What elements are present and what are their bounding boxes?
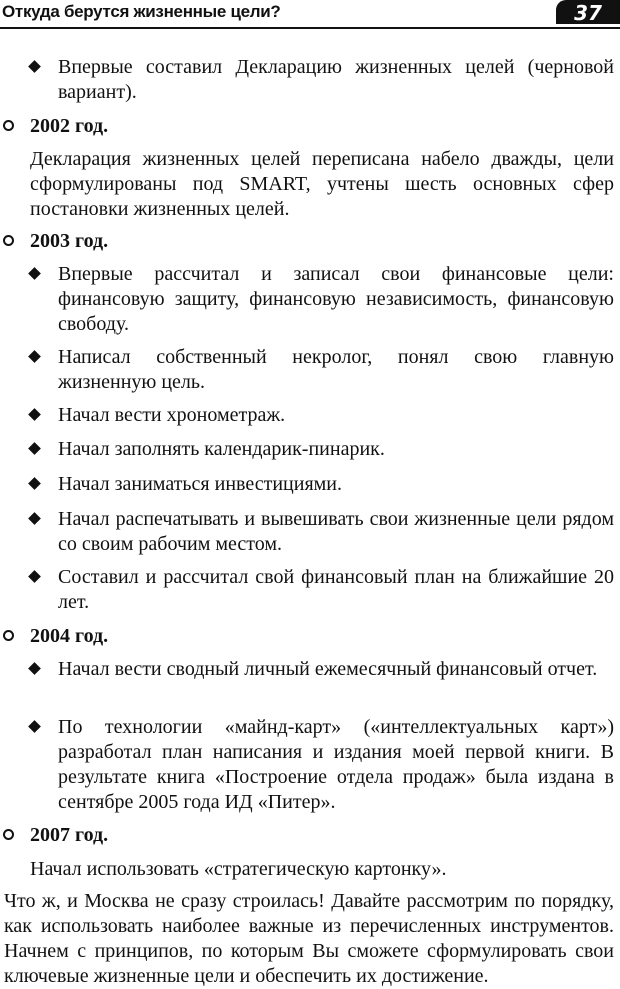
circle-bullet-icon	[3, 120, 14, 131]
bullet-text: Начал распечатывать и вывешивать свои жизненные цели рядом со своим рабочим местом.	[58, 508, 614, 555]
bullet-item	[58, 55, 614, 105]
year-text: 2003 год.	[30, 230, 109, 252]
year-text: 2004 год.	[30, 625, 109, 647]
bullet-item	[58, 345, 614, 395]
bullet-text: Начал вести хронометраж.	[58, 404, 286, 426]
diamond-bullet-icon	[28, 408, 41, 421]
diamond-bullet-icon	[28, 350, 41, 363]
diamond-bullet-icon	[28, 60, 41, 73]
paragraph-text: Декларация жизненных целей переписана набело дважды, цели сформулированы под SMART, учтены шесть основных сфер постановки жизненных целей.	[30, 148, 614, 220]
paragraph-text: Что ж, и Москва не сразу строилась! Давайте рассмотрим по порядку, как использовать наиболее важные из перечисленных инструментов. Начнем с принципов, по которым Вы сможете сформулировать свои ключевые жизненные цели и обеспечить их достижение.	[4, 890, 614, 987]
bullet-text: Написал собственный некролог, понял свою главную жизненную цель.	[58, 346, 614, 393]
bullet-item	[58, 715, 614, 815]
year-heading	[30, 229, 108, 254]
bullet-item	[58, 437, 614, 462]
paragraph	[30, 857, 614, 882]
year-heading	[30, 114, 108, 139]
running-title: Откуда берутся жизненные цели?	[2, 2, 281, 21]
diamond-bullet-icon	[28, 570, 41, 583]
year-text: 2007 год.	[30, 824, 109, 846]
bullet-text: Начал заполнять календарик-пинарик.	[58, 438, 385, 460]
paragraph	[30, 147, 614, 222]
diamond-bullet-icon	[28, 267, 41, 280]
bullet-text: Составил и рассчитал свой финансовый план на ближайшие 20 лет.	[58, 566, 614, 613]
bullet-item	[58, 472, 614, 497]
bullet-item	[58, 565, 614, 615]
bullet-text: Начал вести сводный личный ежемесячный финансовый отчет.	[58, 658, 598, 680]
page-header	[0, 0, 620, 30]
bullet-text: Впервые составил Декларацию жизненных целей (черновой вариант).	[58, 56, 614, 103]
circle-bullet-icon	[3, 630, 14, 641]
diamond-bullet-icon	[28, 477, 41, 490]
circle-bullet-icon	[3, 829, 14, 840]
bullet-text: Впервые рассчитал и записал свои финансовые цели: финансовую защиту, финансовую независимость, финансовую свободу.	[58, 263, 614, 335]
diamond-bullet-icon	[28, 512, 41, 525]
diamond-bullet-icon	[28, 662, 41, 675]
closing-paragraph	[4, 889, 614, 989]
paragraph-text: Начал использовать «стратегическую картонку».	[30, 858, 447, 880]
header-rule	[0, 27, 620, 29]
bullet-item	[58, 507, 614, 557]
year-text: 2002 год.	[30, 115, 109, 137]
bullet-item	[58, 657, 614, 682]
circle-bullet-icon	[3, 235, 14, 246]
page-number: 37	[556, 0, 620, 24]
diamond-bullet-icon	[28, 442, 41, 455]
bullet-item	[58, 403, 614, 428]
bullet-text: Начал заниматься инвестициями.	[58, 473, 343, 495]
bullet-text: По технологии «майнд-карт» («интеллектуальных карт») разработал план написания и издания моей первой книги. В результате книга «Построение отдела продаж» была издана в сентябре 2005 года ИД «Питер».	[58, 716, 614, 813]
year-heading	[30, 624, 108, 649]
year-heading	[30, 823, 108, 848]
diamond-bullet-icon	[28, 720, 41, 733]
bullet-item	[58, 262, 614, 337]
